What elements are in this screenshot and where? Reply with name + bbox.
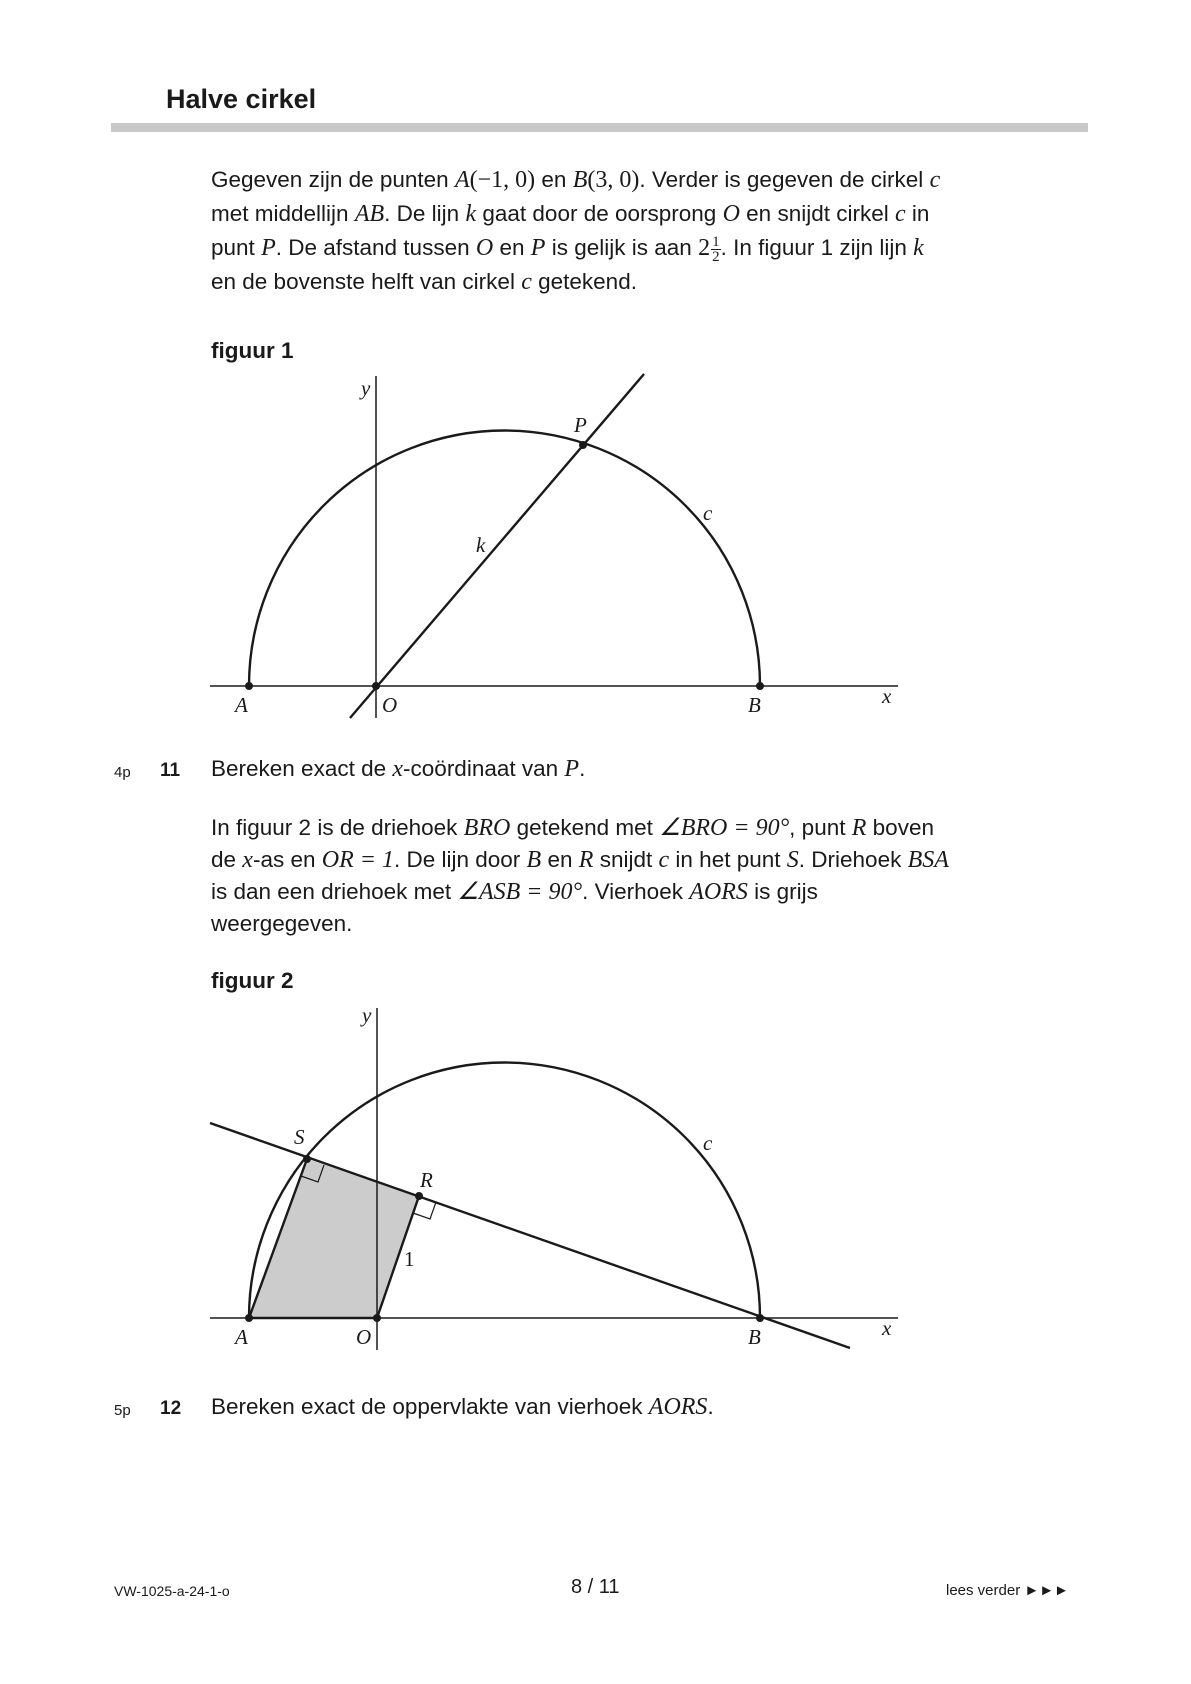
intro-line-4: en de bovenste helft van cirkel c getekend. [211, 269, 637, 295]
q12-points: 5p [114, 1402, 131, 1419]
figure2-caption: figuur 2 [211, 968, 294, 993]
fig2-label-x: x [882, 1316, 892, 1340]
intro2-line-3: is dan een driehoek met ∠ASB = 90°. Vierhoek AORS is grijs [211, 879, 818, 905]
intro-line-3: punt P. De afstand tussen O en P is gelijk is aan 2 $\frac{1}{2}$ . In figuur 1 zijn lijn k [211, 233, 924, 265]
figure1-diagram [210, 374, 898, 718]
fig1-label-P: P [574, 413, 587, 437]
intro-line-1: Gegeven zijn de punten A(−1, 0) en B(3, 0). Verder is gegeven de cirkel c [211, 167, 941, 193]
footer-page-number: 8 / 11 [571, 1576, 620, 1598]
fig1-point-A [246, 683, 253, 690]
q11-number: 11 [160, 760, 181, 781]
footer-next-link: lees verder ►►► [946, 1582, 1069, 1599]
fig2-point-A [246, 1315, 253, 1322]
fig1-label-B: B [748, 693, 761, 717]
fig2-label-y: y [362, 1003, 372, 1027]
fig1-label-O: O [382, 693, 398, 717]
fig1-line-k [350, 374, 644, 718]
intro2-line-4: weergegeven. [211, 911, 353, 936]
fig1-point-P [580, 442, 587, 449]
q11-text: Bereken exact de x-coördinaat van P. [211, 756, 586, 782]
intro-line-2: met middellijn AB. De lijn k gaat door de oorsprong O en snijdt cirkel c in [211, 201, 930, 227]
fig2-label-S: S [294, 1125, 305, 1149]
section-title: Halve cirkel [166, 84, 317, 114]
fig2-label-B: B [748, 1325, 761, 1349]
q12-number: 12 [160, 1398, 182, 1419]
figure1-caption: figuur 1 [211, 338, 294, 363]
intro2-line-2: de x-as en OR = 1. De lijn door B en R snijdt c in het punt S. Driehoek BSA [211, 847, 949, 873]
fig2-label-R: R [420, 1168, 433, 1192]
figure2-diagram [210, 1008, 898, 1350]
fig2-quadrilateral-AORS [249, 1159, 419, 1318]
fig1-point-B [757, 683, 764, 690]
fig2-label-O: O [356, 1325, 372, 1349]
fig1-label-k: k [476, 533, 486, 557]
distance-fraction: $\frac{1}{2}$ [712, 233, 720, 265]
fig1-point-O [373, 683, 380, 690]
distance-whole: 2 [698, 235, 711, 261]
fig2-point-O [374, 1315, 381, 1322]
fig2-point-S [304, 1156, 311, 1163]
q11-points: 4p [114, 764, 131, 781]
intro2-line-1: In figuur 2 is de driehoek BRO getekend met ∠BRO = 90°, punt R boven [211, 815, 934, 841]
q12-text: Bereken exact de oppervlakte van vierhoek AORS. [211, 1394, 714, 1420]
fig1-semicircle-c [249, 431, 760, 687]
fig1-label-A: A [235, 693, 248, 717]
fig2-label-one: 1 [404, 1247, 415, 1271]
fig1-label-y: y [361, 376, 371, 400]
fig1-label-x: x [882, 684, 892, 708]
fig2-label-c: c [703, 1131, 713, 1155]
fig1-label-c: c [703, 501, 713, 525]
fig2-point-R [416, 1193, 423, 1200]
fig2-label-A: A [235, 1325, 248, 1349]
fig2-point-B [757, 1315, 764, 1322]
footer-exam-code: VW-1025-a-24-1-o [114, 1583, 230, 1599]
